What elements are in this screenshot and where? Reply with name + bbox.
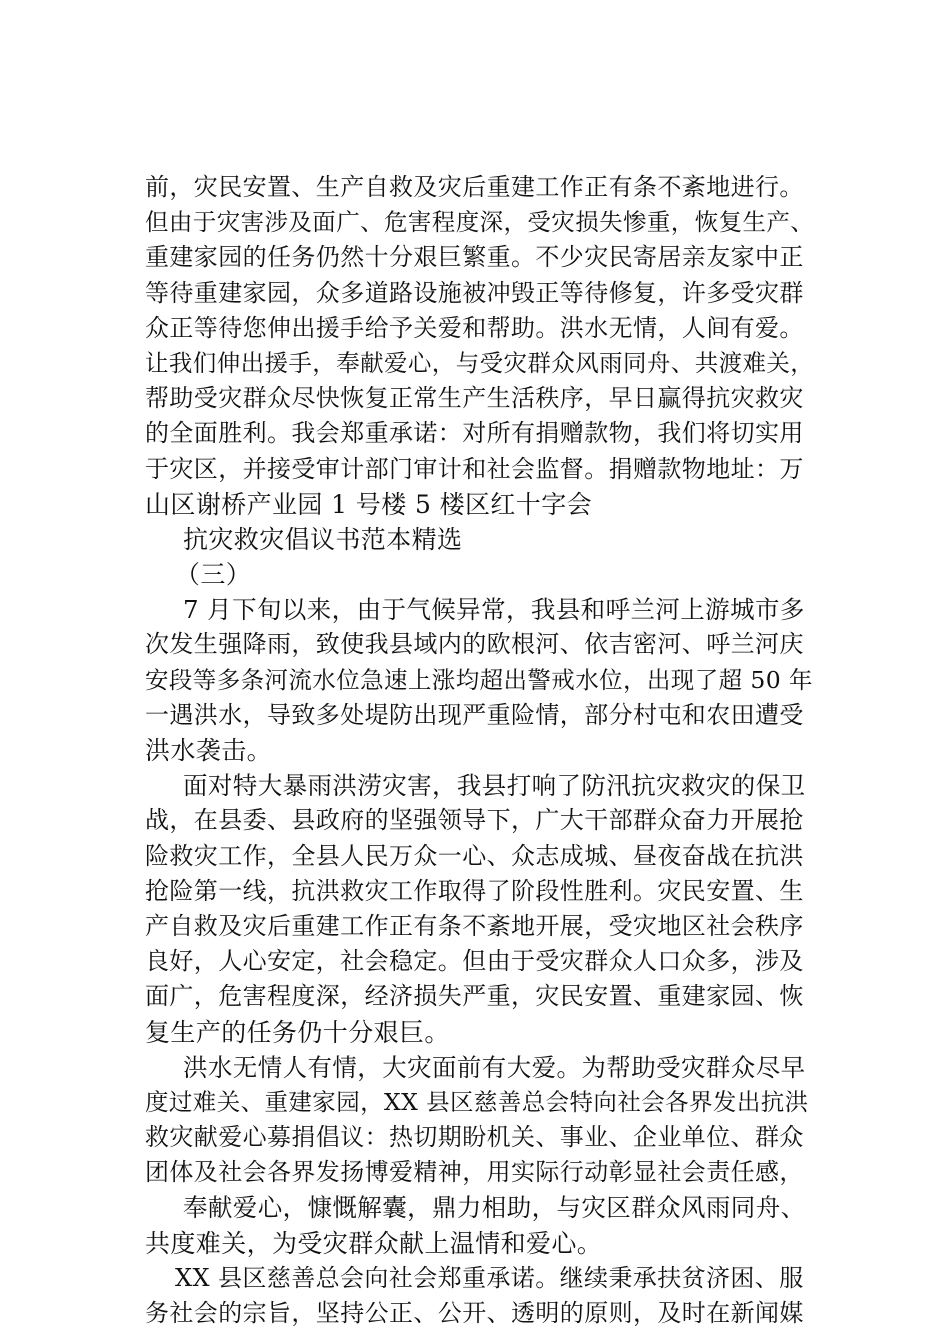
text-line: 于灾区，并接受审计部门审计和社会监督。捐赠款物地址：万 [145, 454, 804, 483]
text-line: 面广，危害程度深，经济损失严重，灾民安置、重建家园、恢 [145, 982, 804, 1011]
text-line: 洪水袭击。 [145, 736, 273, 765]
text-line: 度过难关、重建家园，XX 县区慈善总会特向社会各界发出抗洪 [145, 1087, 809, 1116]
text-line: 安段等多条河流水位急速上涨均超出警戒水位，出现了超 50 年 [145, 665, 813, 694]
text-line: 复生产的任务仍十分艰巨。 [145, 1017, 450, 1047]
text-line: 良好，人心安定，社会稳定。但由于受灾群众人口众多，涉及 [145, 947, 804, 976]
text-line: 等待重建家园，众多道路设施被冲毁正等待修复，许多受灾群 [145, 278, 804, 307]
text-line: 众正等待您伸出援手给予关爱和帮助。洪水无情，人间有爱。 [145, 313, 804, 342]
text-line: （三） [175, 560, 252, 590]
text-line: 重建家园的任务仍然十分艰巨繁重。不少灾民寄居亲友家中正 [145, 243, 804, 272]
text-line: 的全面胜利。我会郑重承诺：对所有捐赠款物，我们将切实用 [145, 419, 804, 448]
text-line: 团体及社会各界发扬博爱精神，用实际行动彰显社会责任感， [145, 1158, 804, 1187]
text-line: 面对特大暴雨洪涝灾害，我县打响了防汛抗灾救灾的保卫 [183, 771, 806, 801]
text-line: 共度难关，为受灾群众献上温情和爱心。 [145, 1228, 603, 1258]
text-line: 产自救及灾后重建工作正有条不紊地开展，受灾地区社会秩序 [145, 911, 804, 940]
text-line: 洪水无情人有情，大灾面前有大爱。为帮助受灾群众尽早 [183, 1052, 806, 1082]
text-line: 奉献爱心，慷慨解囊，鼎力相助，与灾区群众风雨同舟、 [183, 1193, 806, 1223]
document-body [145, 170, 815, 1331]
text-line: 险救灾工作，全县人民万众一心、众志成城、昼夜奋战在抗洪 [145, 841, 804, 870]
text-line: 前，灾民安置、生产自救及灾后重建工作正有条不紊地进行。 [145, 173, 804, 201]
text-line: 次发生强降雨，致使我县域内的欧根河、依吉密河、呼兰河庆 [145, 630, 804, 659]
text-line: 山区谢桥产业园 1 号楼 5 楼区红十字会 [145, 489, 592, 519]
text-line: 帮助受灾群众尽快恢复正常生产生活秩序，早日赢得抗灾救灾 [145, 384, 804, 413]
text-line: 但由于灾害涉及面广、危害程度深，受灾损失惨重，恢复生产、 [145, 208, 815, 237]
text-line: 抢险第一线，抗洪救灾工作取得了阶段性胜利。灾民安置、生 [145, 876, 804, 905]
text-line: 救灾献爱心募捐倡议：热切期盼机关、事业、企业单位、群众 [145, 1123, 804, 1152]
text-line: 让我们伸出援手，奉献爱心，与受灾群众风雨同舟、共渡难关， [145, 348, 815, 377]
text-line: 7 月下旬以来，由于气候异常，我县和呼兰河上游城市多 [183, 595, 805, 625]
text-line: 战，在县委、县政府的坚强领导下，广大干部群众奋力开展抢 [145, 806, 804, 835]
text-line: 一遇洪水，导致多处堤防出现严重险情，部分村屯和农田遭受 [145, 700, 804, 729]
text-line: 务社会的宗旨，坚持公正、公开、透明的原则，及时在新闻媒 [145, 1299, 804, 1327]
text-line: 抗灾救灾倡议书范本精选 [183, 524, 463, 554]
text-line: XX 县区慈善总会向社会郑重承诺。继续秉承扶贫济困、服 [175, 1263, 804, 1292]
